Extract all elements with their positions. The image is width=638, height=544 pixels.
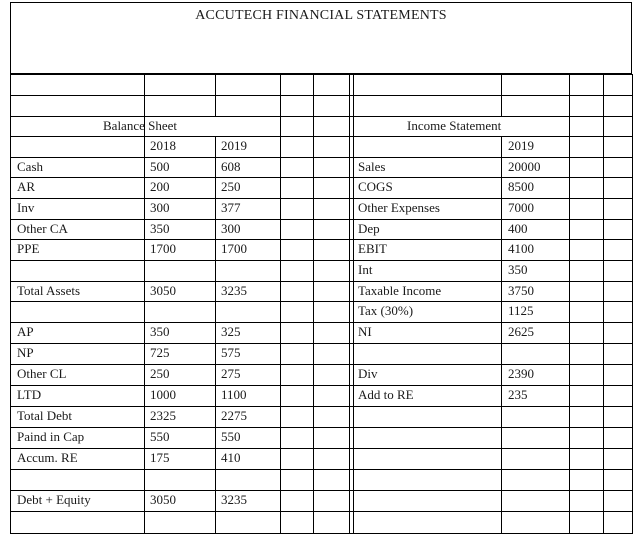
is-row-label: NI (358, 324, 372, 339)
grid-line (603, 74, 604, 533)
grid-line (10, 301, 633, 302)
grid-line (10, 490, 633, 491)
bs-value-2019: 3235 (221, 492, 247, 507)
bs-value-2019: 1700 (221, 241, 247, 256)
grid-line (10, 219, 633, 220)
is-value-2019: 7000 (508, 200, 534, 215)
bs-row-label: Paind in Cap (17, 429, 85, 444)
is-value-2019: 4100 (508, 241, 534, 256)
grid-line (501, 74, 502, 116)
bs-value-2018: 175 (150, 450, 170, 465)
is-value-2019: 400 (508, 221, 528, 236)
bs-value-2019: 2275 (221, 408, 247, 423)
is-value-2019: 235 (508, 387, 528, 402)
is-row-label: EBIT (358, 241, 387, 256)
is-row-label: Sales (358, 159, 386, 174)
grid-line (10, 177, 633, 178)
is-value-2019: 3750 (508, 283, 534, 298)
grid-line (10, 533, 633, 534)
bs-row-label: AR (17, 179, 36, 194)
bs-value-2019: 410 (221, 450, 241, 465)
is-row-label: Taxable Income (358, 283, 442, 298)
is-row-label: Dep (358, 221, 380, 236)
bs-value-2018: 500 (150, 159, 170, 174)
grid-line (313, 74, 314, 533)
is-value-2019: 20000 (508, 159, 541, 174)
bs-row-label: Other CL (17, 366, 67, 381)
bs-row-label: LTD (17, 387, 42, 402)
bs-value-2019: 550 (221, 429, 241, 444)
bs-value-2018: 250 (150, 366, 170, 381)
bs-value-2019: 3235 (221, 283, 247, 298)
bs-year-2018: 2018 (150, 138, 176, 153)
bs-value-2019: 275 (221, 366, 241, 381)
is-row-label: Tax (30%) (358, 303, 414, 318)
grid-line (10, 469, 633, 470)
grid-line (10, 74, 633, 75)
bs-value-2018: 300 (150, 200, 170, 215)
is-row-label: Add to RE (358, 387, 414, 402)
grid-line (10, 74, 11, 533)
bs-row-label: Total Assets (17, 283, 81, 298)
bs-row-label: Debt + Equity (17, 492, 91, 507)
grid-line (353, 74, 354, 533)
grid-line (10, 95, 633, 96)
is-value-2019: 350 (508, 262, 528, 277)
bs-row-label: Accum. RE (17, 450, 78, 465)
is-value-2019: 2625 (508, 324, 534, 339)
bs-value-2018: 200 (150, 179, 170, 194)
bs-value-2019: 608 (221, 159, 241, 174)
bs-value-2019: 250 (221, 179, 241, 194)
grid-line (10, 260, 633, 261)
grid-line (501, 136, 502, 533)
grid-line (10, 448, 633, 449)
is-year-2019: 2019 (508, 138, 534, 153)
bs-value-2019: 1100 (221, 387, 247, 402)
grid-line (10, 116, 633, 117)
bs-row-label: NP (17, 345, 34, 360)
bs-value-2018: 350 (150, 324, 170, 339)
bs-value-2019: 377 (221, 200, 241, 215)
bs-value-2018: 1700 (150, 241, 176, 256)
grid-line (632, 74, 633, 533)
grid-line (10, 511, 633, 512)
bs-value-2018: 3050 (150, 283, 176, 298)
grid-line (10, 198, 633, 199)
is-value-2019: 8500 (508, 179, 534, 194)
bs-value-2018: 1000 (150, 387, 176, 402)
grid-line (10, 157, 633, 158)
grid-line (10, 239, 633, 240)
grid-line (10, 427, 633, 428)
sheet-title: ACCUTECH FINANCIAL STATEMENTS (195, 8, 447, 23)
is-row-label: Div (358, 366, 378, 381)
balance-sheet-heading: Balance Sheet (103, 118, 177, 133)
is-row-label: COGS (358, 179, 393, 194)
bs-value-2018: 2325 (150, 408, 176, 423)
grid-line (10, 385, 633, 386)
grid-line (349, 74, 350, 533)
grid-line (10, 406, 633, 407)
grid-line (215, 136, 216, 533)
is-value-2019: 2390 (508, 366, 534, 381)
bs-row-label: Cash (17, 159, 43, 174)
grid-line (10, 136, 633, 137)
grid-line (10, 364, 633, 365)
grid-line (10, 281, 633, 282)
bs-value-2019: 300 (221, 221, 241, 236)
grid-line (569, 74, 570, 533)
bs-year-2019: 2019 (221, 138, 247, 153)
bs-value-2018: 725 (150, 345, 170, 360)
bs-value-2018: 550 (150, 429, 170, 444)
bs-row-label: PPE (17, 241, 40, 256)
is-value-2019: 1125 (508, 303, 534, 318)
title-cell[interactable] (10, 2, 632, 74)
bs-value-2019: 325 (221, 324, 241, 339)
grid-line (280, 74, 281, 533)
grid-line (144, 74, 145, 533)
grid-line (215, 74, 216, 116)
is-row-label: Other Expenses (358, 200, 440, 215)
income-statement-heading: Income Statement (407, 118, 502, 133)
bs-row-label: Inv (17, 200, 35, 215)
bs-row-label: Other CA (17, 221, 68, 236)
is-row-label: Int (358, 262, 373, 277)
bs-value-2018: 3050 (150, 492, 176, 507)
bs-row-label: AP (17, 324, 34, 339)
grid-line (10, 343, 633, 344)
grid-line (10, 322, 633, 323)
bs-row-label: Total Debt (17, 408, 73, 423)
bs-value-2018: 350 (150, 221, 170, 236)
bs-value-2019: 575 (221, 345, 241, 360)
